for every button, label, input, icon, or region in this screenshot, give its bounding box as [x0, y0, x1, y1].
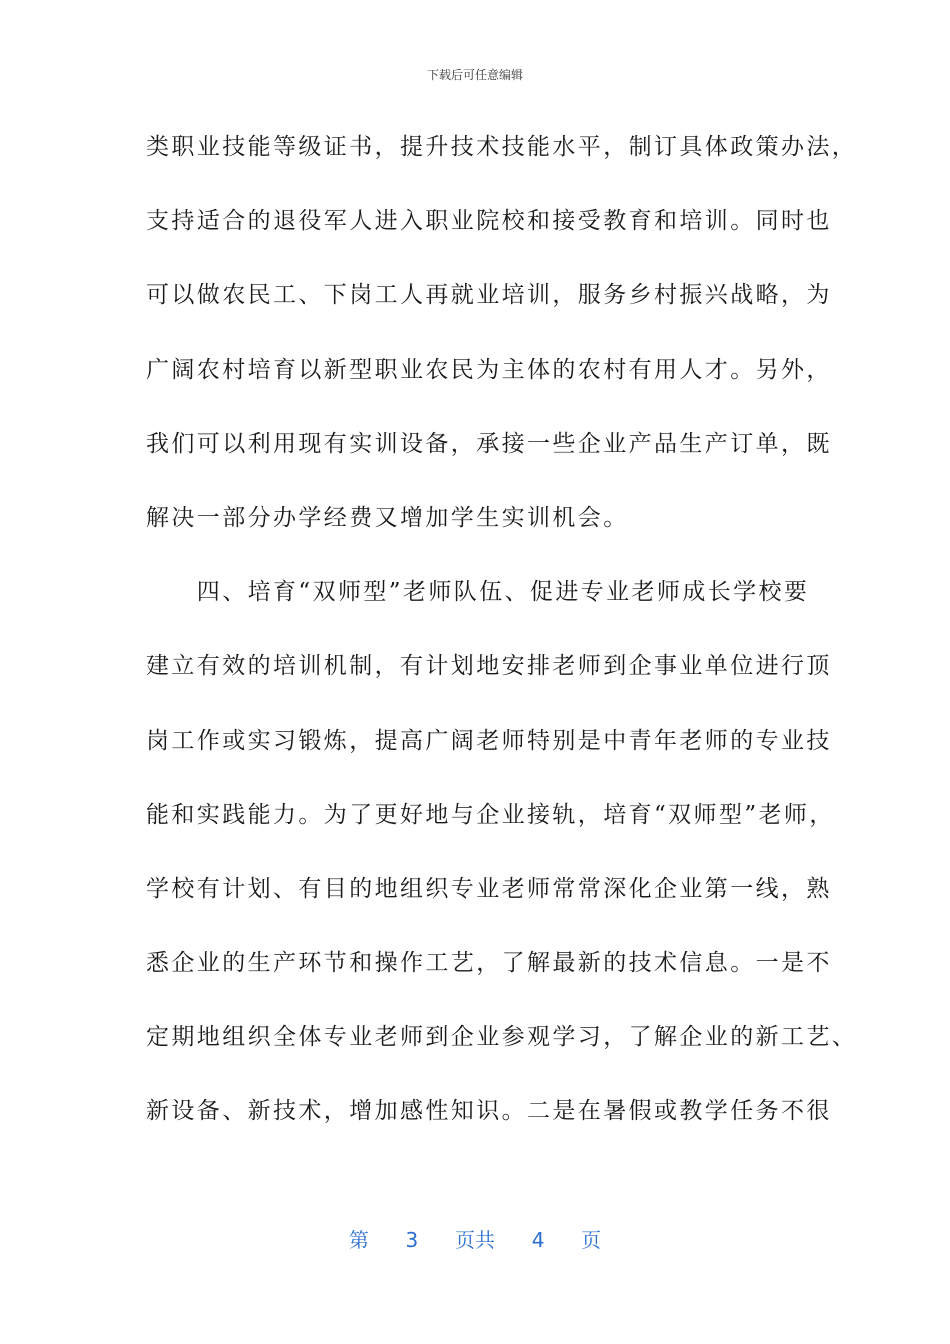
- document-body: [146, 120, 858, 1159]
- footer-suffix: 页: [581, 1228, 602, 1252]
- total-pages-number: 4: [531, 1228, 545, 1252]
- text-line: 支持适合的退役军人进入职业院校和接受教育和培训。同时也: [146, 208, 832, 235]
- text-line: 解决一部分办学经费又增加学生实训机会。: [146, 504, 629, 531]
- text-line: 四、培育“双师型”老师队伍、促进专业老师成长学校要: [146, 579, 810, 606]
- text-line: 可以做农民工、下岗工人再就业培训，服务乡村振兴战略，为: [146, 282, 832, 309]
- text-line: 定期地组织全体专业老师到企业参观学习，了解企业的新工艺、: [146, 1024, 858, 1051]
- text-line: 新设备、新技术，增加感性知识。二是在暑假或教学任务不很: [146, 1098, 832, 1125]
- text-line: 能和实践能力。为了更好地与企业接轨，培育“双师型”老师，: [146, 801, 835, 828]
- page-footer: [0, 1224, 950, 1253]
- text-line: 建立有效的培训机制，有计划地安排老师到企事业单位进行顶: [146, 653, 832, 680]
- text-line: 岗工作或实习锻炼，提高广阔老师特别是中青年老师的专业技: [146, 727, 832, 754]
- text-line: 学校有计划、有目的地组织专业老师常常深化企业第一线，熟: [146, 875, 832, 902]
- footer-prefix: 第: [348, 1228, 369, 1252]
- text-line: 类职业技能等级证书，提升技术技能水平，制订具体政策办法，: [146, 134, 858, 160]
- current-page-number: 3: [405, 1228, 419, 1252]
- page-header: 下载后可任意编辑: [426, 68, 523, 82]
- footer-middle: 页共: [455, 1228, 495, 1252]
- text-line: 我们可以利用现有实训设备，承接一些企业产品生产订单，既: [146, 430, 832, 457]
- text-line: 悉企业的生产环节和操作工艺，了解最新的技术信息。一是不: [146, 950, 832, 977]
- text-line: 广阔农村培育以新型职业农民为主体的农村有用人才。另外，: [146, 356, 832, 383]
